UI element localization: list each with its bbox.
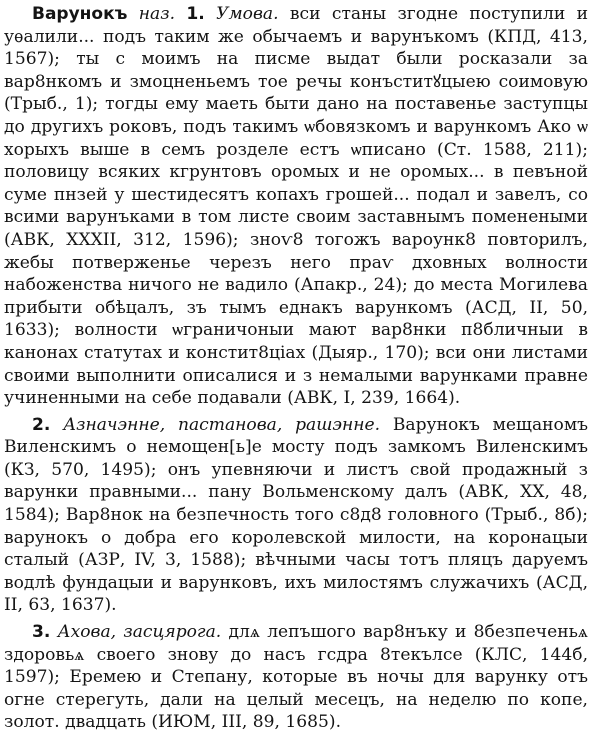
sense-number: 3. (32, 622, 51, 643)
sense-citations: вси станы згодне поступили и уѳалили... подъ таким же обычаемъ и варунъкомъ (КПД, 413, 1567); ты с моимъ на писме выдат были росказали за вар8нкомъ и змоцненьемъ тое речы конъститꙋцыею соимовую (Трыб., 1); тогды ему маеть быти дано на поставенье заступцы до другихъ роковъ, подъ такимъ ѡбовязкомъ и варункомъ Ако ѡ хорыхъ выше в семъ розделе естъ ѡписано (Ст. 1588, 211); половицу всяких кгрунтовъ оромых и не оромых... в певъной суме пнзей у шестидесятъ копахъ грошей... подал и завелъ, со всими варунъками в том листе своим заставнымъ поменеными (АВК, XXXII, 312, 1596); зноѵ8 тогожъ вароунк8 повторилъ, жебы потверженье черезъ него праѵ дховных волности набоженства ничого не вадило (Апакр., 24); до места Могилева прибыти обѣцалъ, зъ тымъ еднакъ варункомъ (АСД, II, 50, 1633); волности ѡграничоныи мают вар8нки п8бличныи в канонах статутах и констит8ціах (Дыяр., 170); вси они листами своими выполнити описалися и з немалыми варунками правне учиненными на себе подавали (АВК, I, 239, 1664). (4, 4, 589, 409)
sense-1-paragraph (4, 3, 588, 410)
headword: Варунокъ (32, 4, 128, 24)
grammar-label: наз. (138, 4, 176, 24)
sense-definition: Умова. (216, 4, 279, 24)
sense-definition: Азначэнне, пастанова, рашэнне. (63, 414, 381, 435)
sense-definition: Ахова, засцярога. (57, 622, 222, 643)
dictionary-entry (4, 3, 588, 738)
sense-citations: длѧ лепъшого вар8нъку и 8безпеченьѧ здоровьѧ своего знову до насъ гсдра 8текълсе (КЛС, 144б, 1597); Еремею и Степану, которые въ ночы для варунку отъ огне стерегуть, дали на целый месецъ, на неделю по копе, золот. двадцать (ИЮМ, III, 89, 1685). (4, 622, 588, 733)
sense-number: 2. (32, 414, 51, 435)
sense-citations: Варунокъ мещаномъ Виленскимъ о немощен[ь]е мосту подъ замкомъ Виленскимъ (КЗ, 570, 1495); онъ упевняючи и листъ свой продажный з варунки правными... пану Вольменскому далъ (АВК, XX, 48, 1584); Вар8нок на безпечность того с8д8 головного (Трыб., 8б); варунокъ о добра его королевской милости, на коронацыи сталый (АЗР, IV, 3, 1588); вѣчными часы тотъ пляцъ даруемъ водлѣ фундацыи и варунковъ, ихъ милостямъ служачихъ (АСД, II, 63, 1637). (4, 414, 588, 616)
sense-number: 1. (186, 4, 205, 24)
sense-2-paragraph (4, 414, 588, 617)
